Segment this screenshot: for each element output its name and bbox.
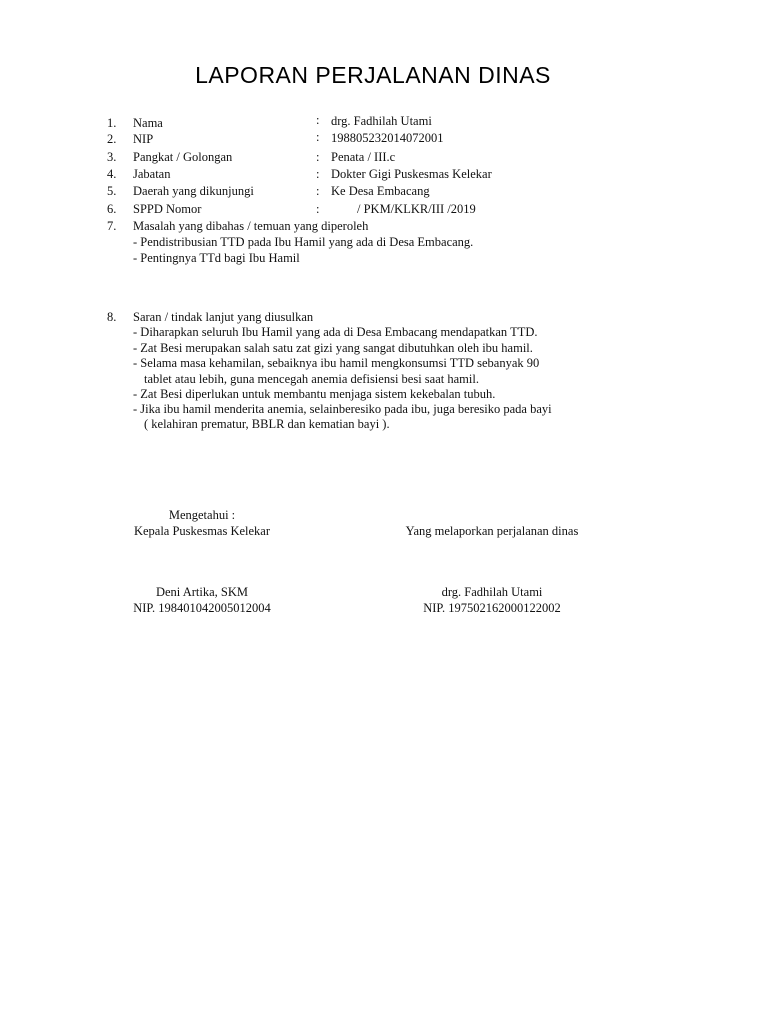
signature-position: Kepala Puskesmas Kelekar [133, 524, 271, 538]
field-value: / PKM/KLKR/III /2019 [357, 202, 476, 216]
field-label: Pangkat / Golongan [133, 150, 233, 164]
signature-caption: Yang melaporkan perjalanan dinas [405, 524, 579, 538]
field-number: 5. [107, 184, 117, 198]
field-number: 4. [107, 167, 117, 181]
field-value: drg. Fadhilah Utami [331, 114, 432, 128]
list-item: - Pendistribusian TTD pada Ibu Hamil yang ada di Desa Embacang. [133, 235, 474, 249]
signature-caption: Mengetahui : [168, 508, 236, 522]
document-title: LAPORAN PERJALANAN DINAS [195, 62, 551, 88]
list-item: - Diharapkan seluruh Ibu Hamil yang ada di Desa Embacang mendapatkan TTD. [133, 325, 538, 339]
field-colon: : [316, 184, 320, 198]
field-label: SPPD Nomor [133, 202, 202, 216]
field-number: 3. [107, 150, 117, 164]
field-number: 2. [107, 132, 117, 146]
field-number: 6. [107, 202, 117, 216]
signature-name: Deni Artika, SKM [155, 585, 248, 599]
list-item: - Zat Besi merupakan salah satu zat gizi yang sangat dibutuhkan oleh ibu hamil. [133, 341, 533, 355]
section-number: 7. [107, 219, 117, 233]
field-colon: : [316, 150, 320, 164]
field-colon: : [316, 167, 320, 181]
field-value: Ke Desa Embacang [331, 184, 430, 198]
field-colon: : [316, 202, 320, 216]
signature-nip: NIP. 197502162000122002 [423, 601, 561, 615]
field-number: 1. [107, 116, 117, 130]
list-item: - Selama masa kehamilan, sebaiknya ibu hamil mengkonsumsi TTD sebanyak 90 [133, 356, 540, 370]
field-colon: : [316, 130, 320, 144]
list-item-continuation: tablet atau lebih, guna mencegah anemia defisiensi besi saat hamil. [144, 372, 479, 386]
list-item: - Pentingnya TTd bagi Ibu Hamil [133, 251, 300, 265]
section-heading: Masalah yang dibahas / temuan yang diperoleh [133, 219, 369, 233]
list-item: - Zat Besi diperlukan untuk membantu menjaga sistem kekebalan tubuh. [133, 387, 496, 401]
field-value: Penata / III.c [331, 150, 396, 164]
field-value: Dokter Gigi Puskesmas Kelekar [331, 167, 492, 181]
list-item-continuation: ( kelahiran prematur, BBLR dan kematian bayi ). [144, 417, 390, 431]
signature-nip: NIP. 198401042005012004 [133, 601, 271, 615]
field-label: NIP [133, 132, 154, 146]
section-heading: Saran / tindak lanjut yang diusulkan [133, 310, 314, 324]
field-label: Jabatan [133, 167, 171, 181]
field-label: Nama [133, 116, 163, 130]
field-value: 198805232014072001 [331, 131, 444, 145]
section-number: 8. [107, 310, 117, 324]
list-item: - Jika ibu hamil menderita anemia, selainberesiko pada ibu, juga beresiko pada bayi [133, 402, 552, 416]
field-colon: : [316, 113, 320, 127]
signature-name: drg. Fadhilah Utami [441, 585, 543, 599]
field-label: Daerah yang dikunjungi [133, 184, 254, 198]
